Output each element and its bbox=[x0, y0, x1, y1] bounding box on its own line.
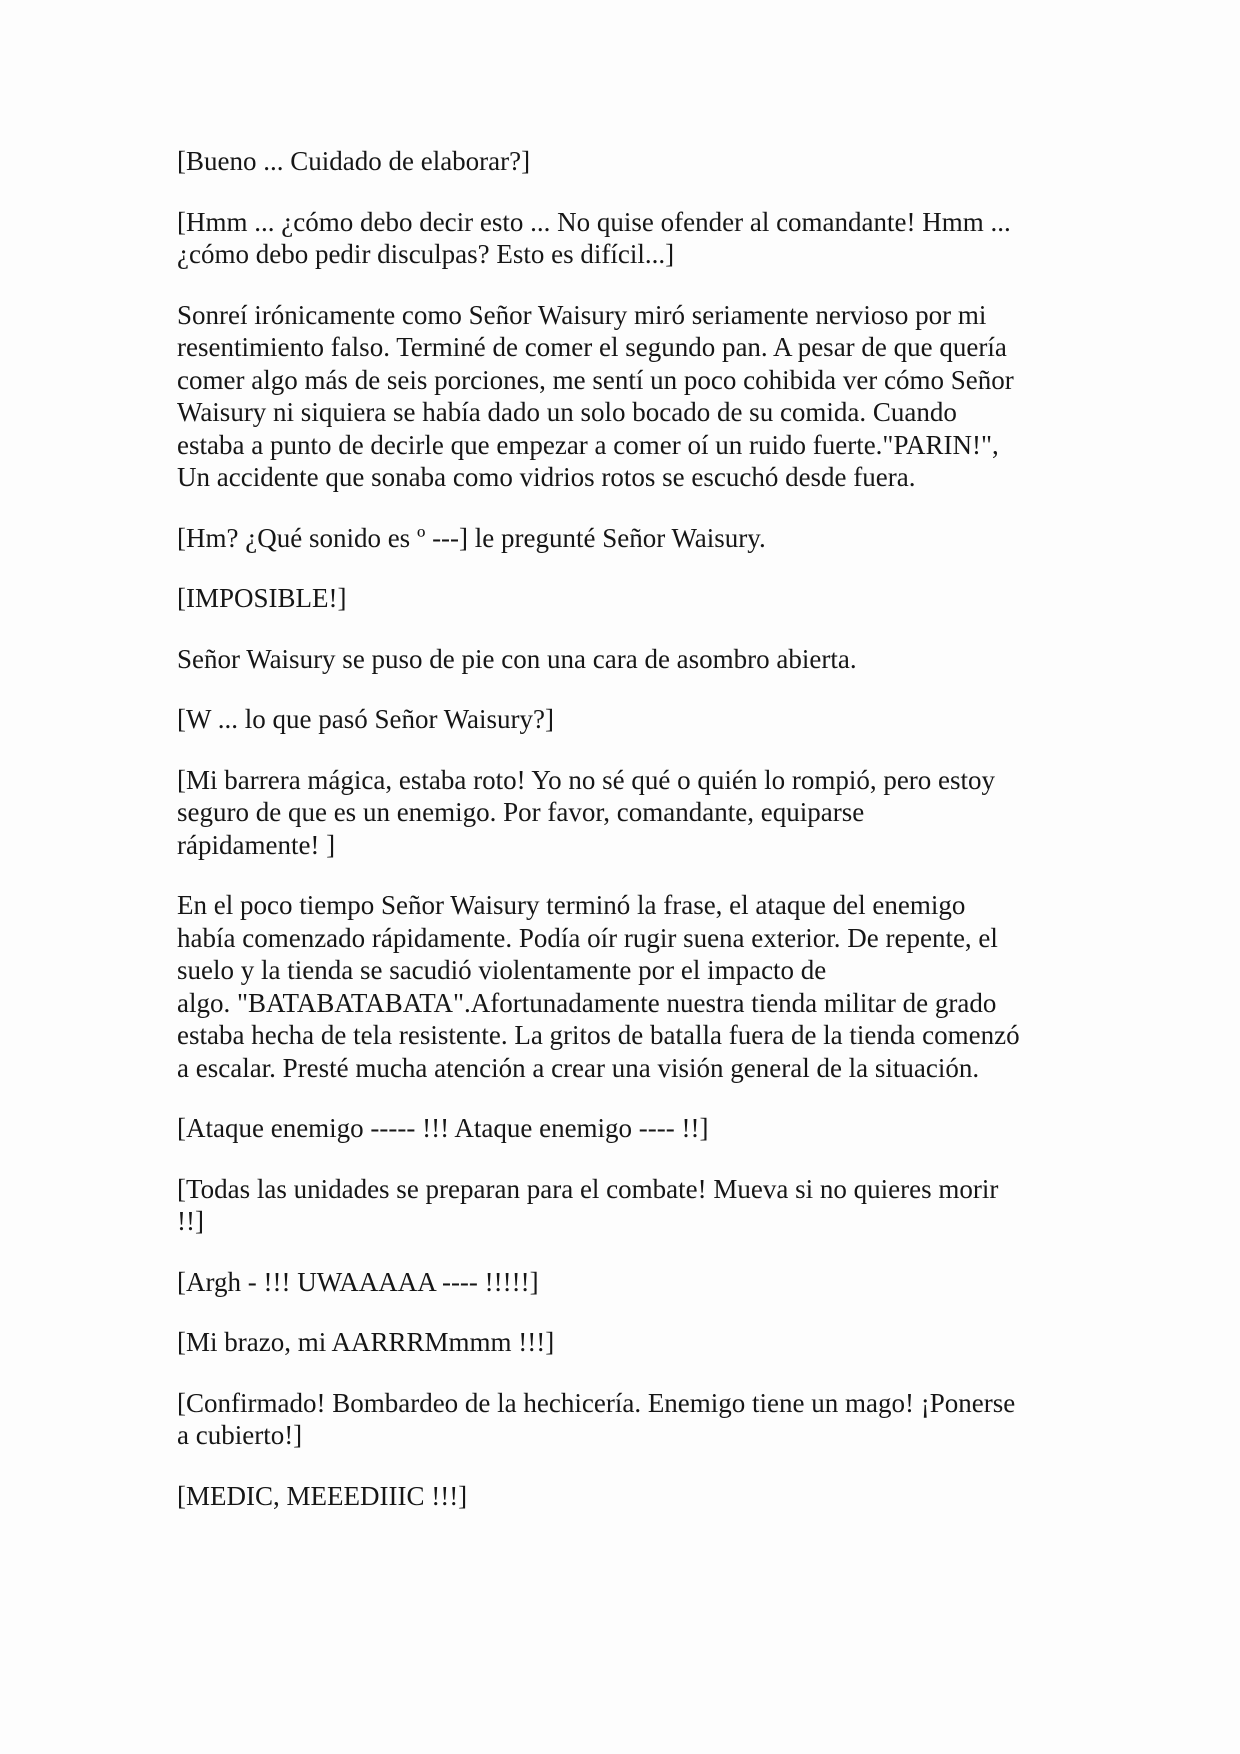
paragraph-8: [Mi barrera mágica, estaba roto! Yo no sé qué o quién lo rompió, pero estoy seguro de que es un enemigo. Por favor, comandante, equiparse rápidamente! ] bbox=[177, 764, 996, 860]
paragraph-4: [Hm? ¿Qué sonido es º ---] le pregunté Señor Waisury. bbox=[177, 522, 766, 553]
paragraph-1: [Bueno ... Cuidado de elaborar?] bbox=[177, 146, 531, 176]
paragraph-14: [Confirmado! Bombardeo de la hechicería. Enemigo tiene un mago! ¡Ponerse a cubierto!] bbox=[177, 1387, 1016, 1450]
paragraph-2: [Hmm ... ¿cómo debo decir esto ... No quise ofender al comandante! Hmm ... ¿cómo debo pedir disculpas? Esto es difícil...] bbox=[177, 206, 1011, 269]
paragraph-6: Señor Waisury se puso de pie con una cara de asombro abierta. bbox=[177, 643, 857, 674]
document-body bbox=[177, 145, 1072, 1540]
paragraph-15: [MEDIC, MEEEDIIIC !!!] bbox=[177, 1480, 468, 1511]
paragraph-12: [Argh - !!! UWAAAAA ---- !!!!!] bbox=[177, 1266, 539, 1297]
paragraph-11: [Todas las unidades se preparan para el combate! Mueva si no quieres morir !!] bbox=[177, 1173, 999, 1236]
paragraph-13: [Mi brazo, mi AARRRMmmm !!!] bbox=[177, 1327, 555, 1357]
paragraph-10: [Ataque enemigo ----- !!! Ataque enemigo ---- !!] bbox=[177, 1113, 709, 1143]
paragraph-5: [IMPOSIBLE!] bbox=[177, 583, 347, 613]
paragraph-9: En el poco tiempo Señor Waisury terminó la frase, el ataque del enemigo había comenzado rápidamente. Podía oír rugir suena exterior. De repente, el suelo y la tienda se sacudió violentamente por el impacto de algo. "BATABATABATA".Afortunadamente nuestra tienda militar de grado estaba hecha de tela resistente. La gritos de batalla fuera de la tienda comenzó a escalar. Presté mucha atención a crear una visión general de la situación. bbox=[177, 890, 1020, 1083]
paragraph-7: [W ... lo que pasó Señor Waisury?] bbox=[177, 704, 554, 734]
paragraph-3: Sonreí irónicamente como Señor Waisury miró seriamente nervioso por mi resentimiento falso. Terminé de comer el segundo pan. A pesar de que quería comer algo más de seis porciones, me sentí un poco cohibida ver cómo Señor Waisury ni siquiera se había dado un solo bocado de su comida. Cuando estaba a punto de decirle que empezar a comer oí un ruido fuerte."PARIN!", Un accidente que sonaba como vidrios rotos se escuchó desde fuera. bbox=[177, 299, 1014, 492]
